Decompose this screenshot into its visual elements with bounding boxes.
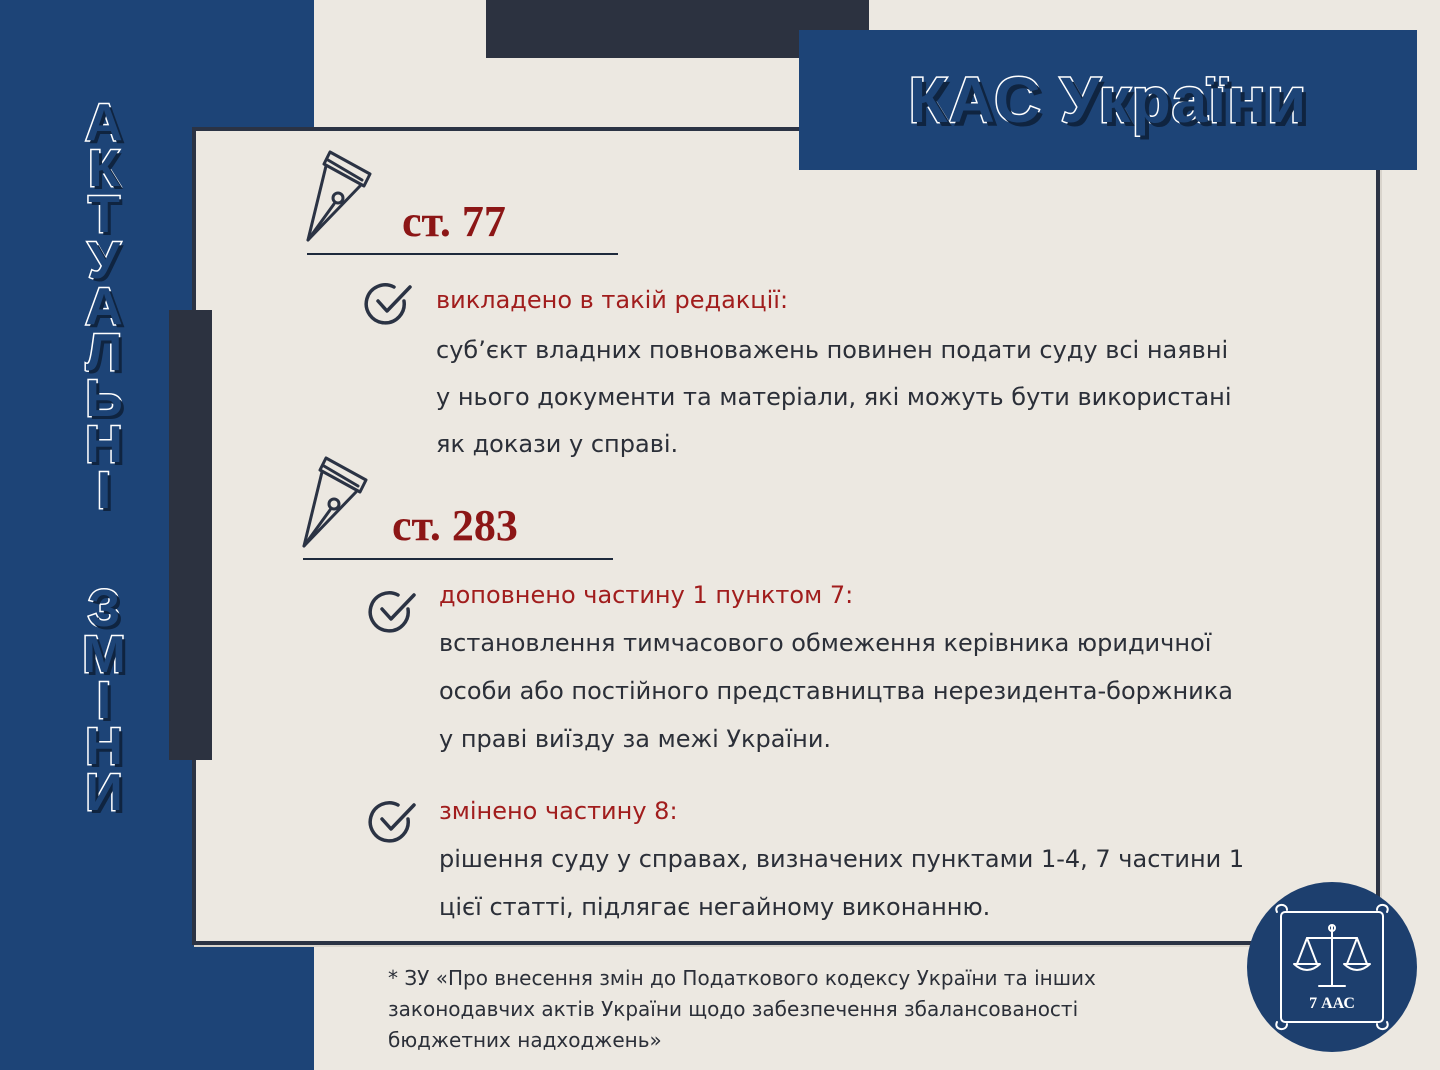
page-title: КАС України [908, 64, 1308, 136]
fountain-pen-icon [300, 142, 386, 244]
left-dark-bar [169, 310, 212, 760]
article-number: ст. 77 [402, 197, 506, 246]
vertical-title-letter: І [96, 672, 112, 730]
vertical-title-letter: К [88, 140, 120, 198]
change-heading: викладено в такій редакції: [436, 286, 789, 314]
court-logo [1247, 882, 1417, 1052]
change-text-line: особи або постійного представництва нерезидента-боржника [439, 677, 1233, 705]
footnote-line: * ЗУ «Про внесення змін до Податкового кодексу України та інших [388, 966, 1096, 990]
title-box [799, 30, 1417, 170]
article-underline [307, 253, 618, 255]
change-heading: доповнено частину 1 пунктом 7: [439, 581, 854, 609]
vertical-title-letter: А [85, 94, 123, 152]
change-text-line: цієї статті, підлягає негайному виконанню. [439, 893, 991, 921]
vertical-title-letter: Ь [85, 370, 123, 428]
vertical-title-letter: И [85, 764, 123, 822]
scales-icon [1247, 882, 1417, 1052]
vertical-title-letter: Л [85, 324, 123, 382]
vertical-title-letter: Н [85, 718, 123, 776]
check-circle-icon [364, 279, 416, 329]
logo-label: 7 ААС [1309, 995, 1355, 1012]
vertical-title-letter: А [85, 278, 123, 336]
vertical-title [56, 94, 152, 822]
change-text-line: як докази у справі. [436, 430, 679, 458]
fountain-pen-icon [296, 448, 382, 550]
vertical-title-letter: У [87, 232, 121, 290]
article-number: ст. 283 [392, 501, 518, 550]
change-text-line: у праві виїзду за межі України. [439, 725, 832, 753]
check-circle-icon [368, 797, 420, 847]
vertical-title-letter: Т [88, 186, 120, 244]
change-text-line: рішення суду у справах, визначених пунктами 1-4, 7 частини 1 [439, 845, 1245, 873]
vertical-title-letter: Н [85, 416, 123, 474]
change-heading: змінено частину 8: [439, 797, 678, 825]
check-circle-icon [368, 587, 420, 637]
footnote-line: бюджетних надходжень» [388, 1028, 662, 1052]
change-text-line: встановлення тимчасового обмеження керівника юридичної [439, 629, 1212, 657]
vertical-title-letter: М [82, 626, 126, 684]
footnote [388, 963, 1208, 1056]
vertical-title-letter: І [96, 462, 112, 520]
vertical-title-letter: З [87, 580, 121, 638]
change-text-line: у нього документи та матеріали, які можуть бути використані [436, 383, 1232, 411]
footnote-line: законодавчих актів України щодо забезпечення збалансованості [388, 997, 1079, 1021]
change-text-line: суб’єкт владних повноважень повинен подати суду всі наявні [436, 336, 1229, 364]
article-underline [303, 558, 613, 560]
